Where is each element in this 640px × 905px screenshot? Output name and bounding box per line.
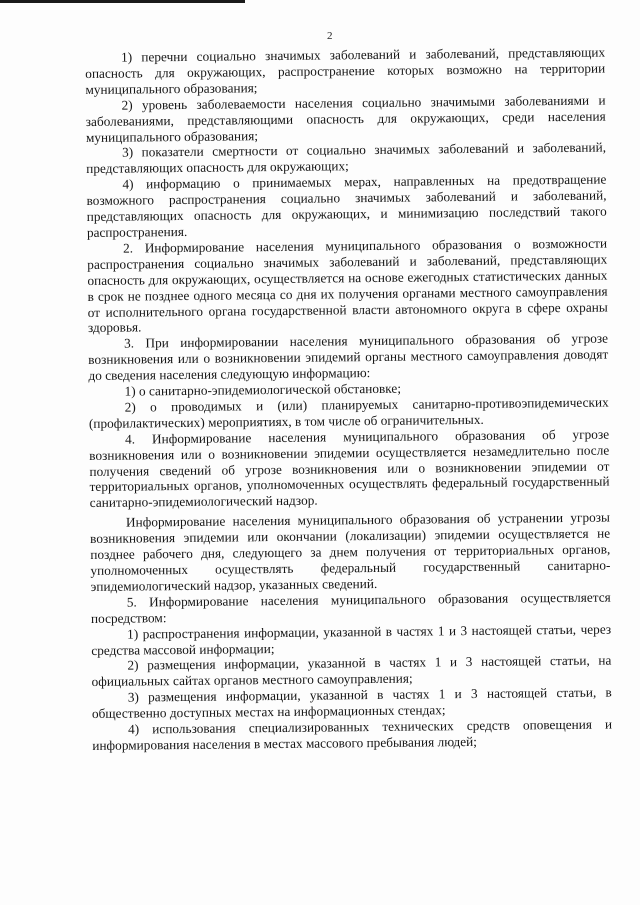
page-number: 2 bbox=[327, 30, 333, 42]
paragraph-3: 3) показатели смертности от социально значимых заболеваний и заболеваний, представляющих опасность для окружающих; bbox=[86, 139, 607, 177]
paragraph-5: 2. Информирование населения муниципального образования о возможности распространения социально значимых заболеваний и заболеваний, представляющих опасность для окружающих, осуществляется на основе ежегодных статистических данных в срок не позднее одного месяца со дня их получения органами местного самоуправления от исполнительного органа государственной власти автономного округа в сфере охраны здоровья. bbox=[87, 235, 608, 336]
paragraph-15: 4) использования специализированных технических средств оповещения и информирования населения в местах массового пребывания людей; bbox=[92, 716, 613, 753]
document-body bbox=[85, 45, 612, 754]
paragraph-14: 3) размещения информации, указанной в частях 1 и 3 настоящей статьи, в общественно доступных местах на информационных стендах; bbox=[91, 684, 612, 722]
paragraph-4: 4) информацию о принимаемых мерах, направленных на предотвращение возможного распространения социально значимых заболеваний и заболеваний, представляющих опасность для окружающих, и минимизацию последствий такого распространения. bbox=[86, 171, 607, 240]
paragraph-8: 2) о проводимых и (или) планируемых санитарно-противоэпидемических (профилактических) мероприятиях, в том числе об ограничительных. bbox=[88, 394, 609, 431]
paragraph-10: Информирование населения муниципального образования об устранении угрозы возникновения эпидемии или окончании (локализации) эпидемии осуществляется не позднее рабочего дня, следующего за днем получения от территориальных органов, уполномоченных осуществлять федеральный государственный санитарно-эпидемиологический надзор, указанных сведений. bbox=[90, 509, 611, 594]
paragraph-9: 4. Информирование населения муниципального образования об угрозе возникновения или о возникновении эпидемии осуществляется незамедлительно после получения сведений об угрозе возникновения или о возникновении эпидемии от территориальных органов, уполномоченных осуществлять федеральный государственный санитарно-эпидемиологический надзор. bbox=[89, 426, 610, 511]
paragraph-2: 2) уровень заболеваемости населения социально значимыми заболеваниями и заболеваниями, представляющими опасность для окружающих, среди населения муниципального образования; bbox=[85, 92, 606, 145]
paragraph-11: 5. Информирование населения муниципального образования осуществляется посредством: bbox=[90, 589, 611, 626]
top-rule bbox=[0, 0, 245, 3]
paragraph-1: 1) перечни социально значимых заболеваний и заболеваний, представляющих опасность для окружающих, распространение которых возможно на территории муниципального образования; bbox=[85, 44, 606, 97]
paragraph-7: 1) о санитарно-эпидемиологической обстановке; bbox=[124, 380, 402, 399]
paragraph-13: 2) размещения информации, указанной в частях 1 и 3 настоящей статьи, на официальных сайтах органов местного самоуправления; bbox=[91, 652, 612, 690]
paragraph-6: 3. При информировании населения муниципального образования об угрозе возникновения или о возникновении эпидемий органы местного самоуправления доводят до сведения населения следующую информацию: bbox=[88, 330, 609, 384]
paragraph-12: 1) распространения информации, указанной в частях 1 и 3 настоящей статьи, через средства массовой информации; bbox=[91, 621, 612, 658]
